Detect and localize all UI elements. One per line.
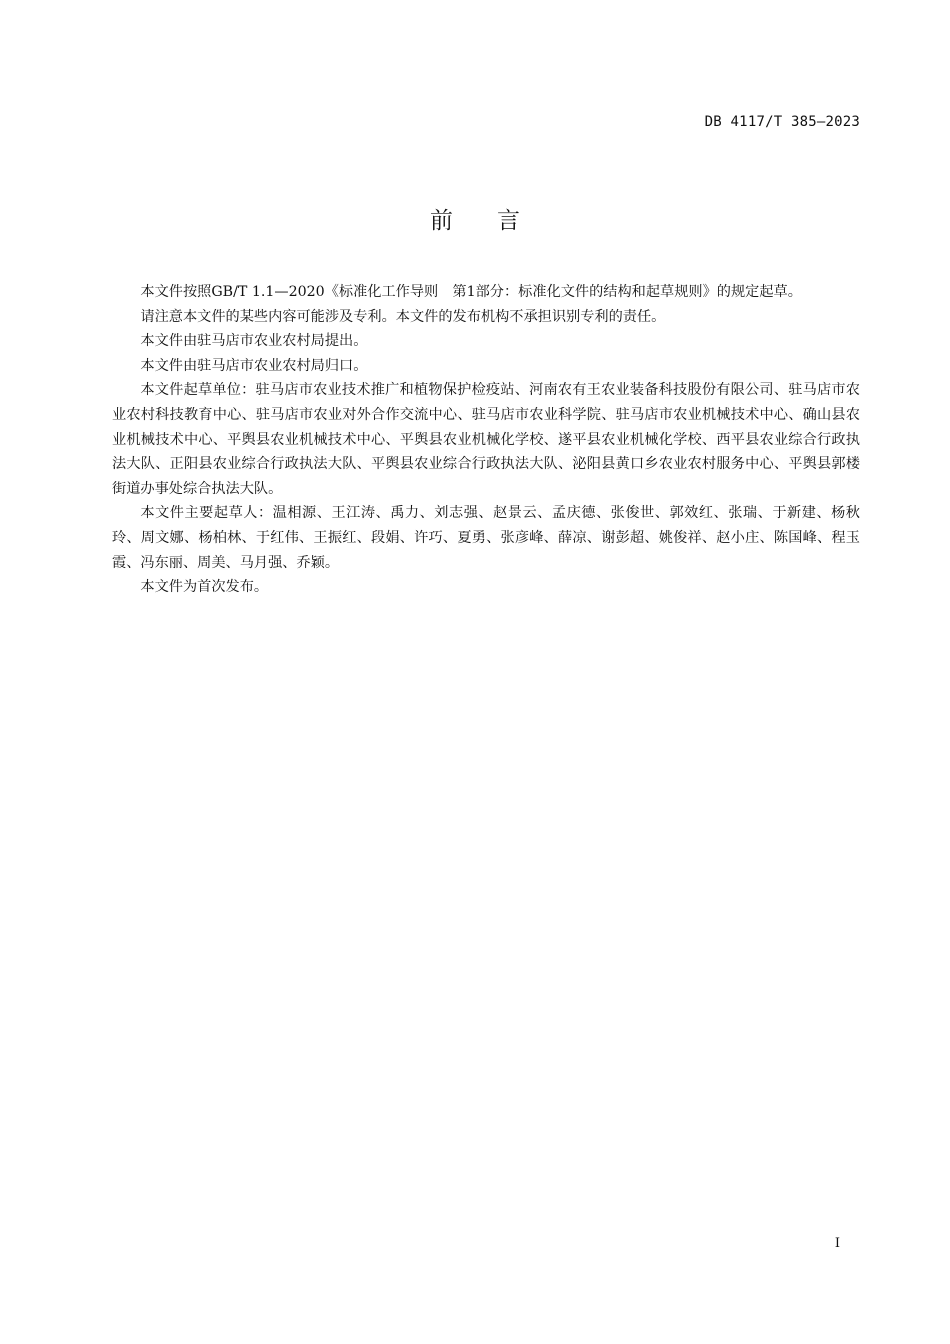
paragraph-first-release: 本文件为首次发布。 [140,579,269,596]
foreword-body [112,280,860,600]
paragraph-administrator: 本文件由驻马店市农业农村局归口。 [140,357,368,374]
paragraph-patent-notice: 请注意本文件的某些内容可能涉及专利。本文件的发布机构不承担识别专利的责任。 [140,308,666,325]
paragraph-drafting-units: 本文件起草单位：驻马店市农业技术推广和植物保护检疫站、河南农有王农业装备科技股份有限公司、驻马店市农业农村科技教育中心、驻马店市农业对外合作交流中心、驻马店市农业科学院、驻马店市农业机械技术中心、确山县农业机械技术中心、平舆县农业机械技术中心、平舆县农业机械化学校、遂平县农业机械化学校、西平县农业综合行政执法大队、正阳县农业综合行政执法大队、平舆县农业综合行政执法大队、泌阳县黄口乡农业农村服务中心、平舆县郭楼街道办事处综合执法大队。 [112,382,860,497]
paragraph-drafters: 本文件主要起草人：温相源、王江涛、禹力、刘志强、赵景云、孟庆德、张俊世、郭效红、张瑞、于新建、杨秋玲、周文娜、杨柏林、于红伟、王振红、段娟、许巧、夏勇、张彦峰、薛凉、谢彭超、姚俊祥、赵小庄、陈国峰、程玉霞、冯东丽、周美、马月强、乔颖。 [112,505,860,571]
page-title: 前言 [430,208,564,234]
paragraph-proposer: 本文件由驻马店市农业农村局提出。 [140,333,368,350]
paragraph-drafting-rules: 本文件按照GB/T 1.1—2020《标准化工作导则 第1部分：标准化文件的结构和起草规则》的规定起草。 [140,284,802,300]
page-number: I [834,1236,840,1251]
document-code: DB 4117/T 385—2023 [704,114,860,130]
